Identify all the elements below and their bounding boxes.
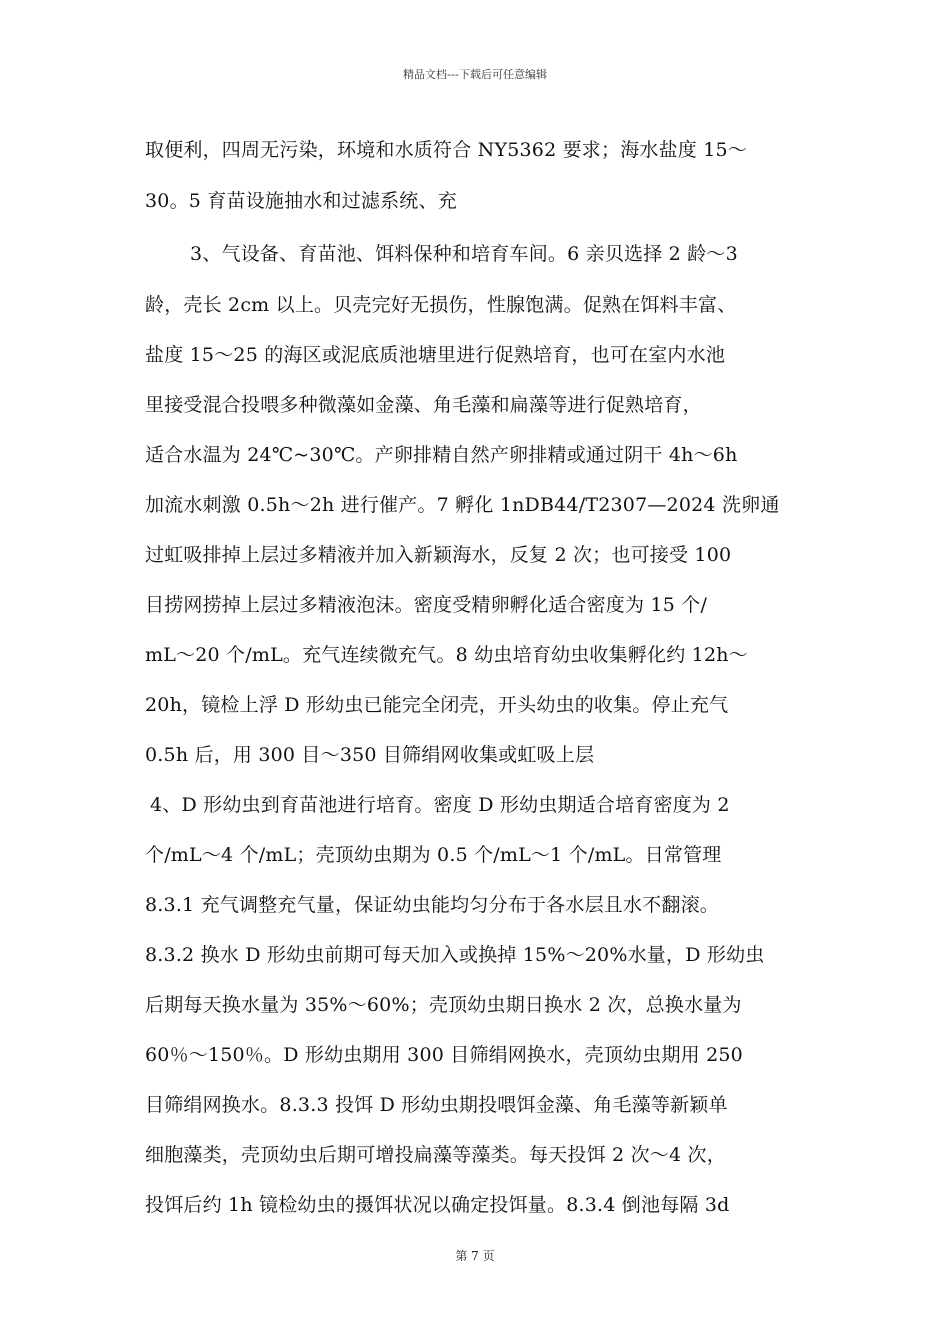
text-line: 30。5 育苗设施抽水和过滤系统、充: [145, 190, 457, 212]
text-line: 20h，镜检上浮 D 形幼虫已能完全闭壳，开头幼虫的收集。停止充气: [145, 694, 729, 716]
text-line: 过虹吸排掉上层过多精液并加入新颖海水，反复 2 次；也可接受 100: [145, 544, 732, 566]
text-line: 个/mL～4 个/mL；壳顶幼虫期为 0.5 个/mL～1 个/mL。日常管理: [145, 844, 722, 866]
page-header: 精品文档---下载后可任意编辑: [403, 68, 547, 81]
text-line: mL～20 个/mL。充气连续微充气。8 幼虫培育幼虫收集孵化约 12h～: [145, 644, 748, 666]
text-line: 8.3.2 换水 D 形幼虫前期可每天加入或换掉 15%～20%水量，D 形幼虫: [145, 944, 765, 966]
text-line: 4、D 形幼虫到育苗池进行培育。密度 D 形幼虫期适合培育密度为 2: [150, 794, 730, 816]
text-line: 细胞藻类，壳顶幼虫后期可增投扁藻等藻类。每天投饵 2 次～4 次，: [145, 1144, 726, 1166]
text-line: 加流水刺激 0.5h～2h 进行催产。7 孵化 1nDB44/T2307—2024 洗卵通: [145, 494, 780, 516]
text-line: 后期每天换水量为 35%～60%；壳顶幼虫期日换水 2 次，总换水量为: [145, 994, 742, 1016]
page-number: 第 7 页: [455, 1249, 495, 1263]
text-line: 投饵后约 1h 镜检幼虫的摄饵状况以确定投饵量。8.3.4 倒池每隔 3d: [145, 1194, 730, 1216]
text-line: 取便利，四周无污染，环境和水质符合 NY5362 要求；海水盐度 15～: [145, 139, 748, 161]
text-line: 0.5h 后，用 300 目～350 目筛绢网收集或虹吸上层: [145, 744, 595, 766]
text-line: 适合水温为 24℃~30℃。产卵排精自然产卵排精或通过阴干 4h～6h: [145, 444, 738, 466]
text-line: 8.3.1 充气调整充气量，保证幼虫能均匀分布于各水层且水不翻滚。: [145, 894, 719, 916]
text-line: 3、气设备、育苗池、饵料保种和培育车间。6 亲贝选择 2 龄～3: [190, 243, 738, 265]
text-line: 盐度 15～25 的海区或泥底质池塘里进行促熟培育，也可在室内水池: [145, 344, 726, 366]
text-line: 60％～150％。D 形幼虫期用 300 目筛绢网换水，壳顶幼虫期用 250: [145, 1044, 743, 1066]
text-line: 目筛绢网换水。8.3.3 投饵 D 形幼虫期投喂饵金藻、角毛藻等新颖单: [145, 1094, 728, 1116]
text-line: 目捞网捞掉上层过多精液泡沫。密度受精卵孵化适合密度为 15 个/: [145, 594, 708, 616]
text-line: 龄，壳长 2cm 以上。贝壳完好无损伤，性腺饱满。促熟在饵料丰富、: [145, 294, 737, 316]
text-line: 里接受混合投喂多种微藻如金藻、角毛藻和扁藻等进行促熟培育，: [145, 394, 702, 416]
